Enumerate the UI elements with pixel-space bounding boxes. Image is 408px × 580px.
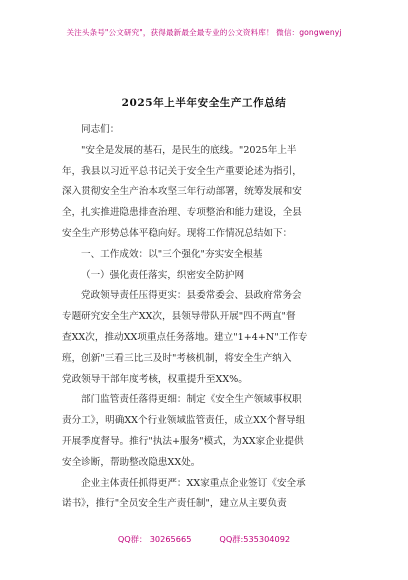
- body-line: 开展季度督导。推行"执法+服务"模式，为XX家企业提供: [62, 435, 304, 447]
- body-line: 安全生产形势总体平稳向好。现将工作情况总结如下：: [62, 227, 293, 239]
- document-body: [62, 120, 360, 515]
- footer-contact: [0, 534, 408, 545]
- body-line: 党政领导干部年度考核，权重提升至XX%。: [62, 373, 248, 385]
- body-line: 深入贯彻安全生产治本攻坚三年行动部署，统筹发展和安: [62, 186, 302, 198]
- header-promo-note: 关注头条号"公文研究"，获得最新最全最专业的公文资料库！ 微信：gongwenyj: [66, 28, 342, 37]
- salutation: 同志们：: [81, 124, 120, 135]
- footer-qq-group-1: QQ群： 30265665: [117, 534, 192, 544]
- body-line: 查XX次，推动XX项重点任务落地。建立"1+4+N"工作专: [62, 331, 308, 343]
- body-line: 部门监管责任落得更细：制定《安全生产领域事权职: [81, 394, 302, 406]
- body-line: 责分工》，明确XX个行业领域监管责任，成立XX个督导组: [62, 415, 306, 427]
- section-heading: 一、工作成效：以"三个强化"夯实安全根基: [81, 248, 263, 260]
- body-line: 全，扎实推进隐患排查治理、专项整治和能力建设，全县: [62, 207, 302, 219]
- body-line: 专题研究安全生产XX次，县领导带队开展"四不两直"督: [62, 311, 296, 323]
- body-line: 安全诊断，帮助整改隐患XX处。: [62, 456, 201, 468]
- footer-qq-group-2: QQ群:535304092: [219, 534, 291, 544]
- body-line: 年，我县以习近平总书记关于安全生产重要论述为指引，: [62, 165, 302, 177]
- body-line: 班，创新"三看三比三及时"考核机制，将安全生产纳入: [62, 352, 292, 364]
- body-line: "安全是发展的基石，是民生的底线。"2025年上半: [81, 144, 297, 156]
- subsection-heading: （一）强化责任落实，织密安全防护网: [81, 269, 245, 281]
- document-title: 2025年上半年安全生产工作总结: [121, 97, 287, 109]
- body-line: 企业主体责任抓得更严：XX家重点企业签订《安全承: [81, 477, 306, 489]
- body-line: 党政领导责任压得更实：县委常委会、县政府常务会: [81, 290, 302, 302]
- body-line: 诺书》，推行"全员安全生产责任制"，建立从主要负责: [62, 498, 287, 510]
